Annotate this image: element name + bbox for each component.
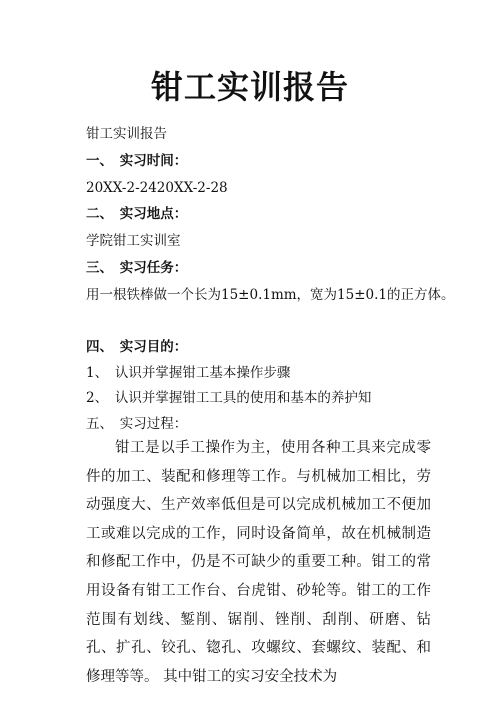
section-1-value: 20XX-2-2420XX-2-28 [86,180,228,196]
subtitle: 钳工实训报告 [86,126,167,142]
section-2-value: 学院钳工实训室 [86,233,181,249]
section-5-paragraph: 钳工是以手工操作为主，使用各种工具来完成零件的加工、装配和修理等工作。与机械加工相比，劳动强度大、生产效率低但是可以完成机械加工不便加工或难以完成的工作，同时设备简单，故在机械制造和修配工作中，仍是不可缺少的重要工种。钳工的常用设备有钳工工作台、台虎钳、砂轮等。钳工的工作范围有划线、錾削、锯削、锉削、刮削、研磨、钻孔、扩孔、铰孔、锪孔、攻螺纹、套螺纹、装配、和修理等等。 其中钳工的实习安全技术为 [86,440,431,685]
document-title: 钳工实训报告 [150,68,349,106]
section-4-heading: 四、 实习目的： [86,339,188,355]
section-5-heading: 五、 实习过程： [86,416,188,432]
section-3-value: 用一根铁棒做一个长为15±0.1mm，宽为15±0.1的正方体。 [86,287,455,303]
section-2-heading: 二、 实习地点： [86,206,188,222]
section-4-item-2: 2、 认识并掌握钳工工具的使用和基本的养护知 [86,390,372,406]
section-4-item-1: 1、 认识并掌握钳工基本操作步骤 [86,365,291,381]
section-1-heading: 一、 实习时间： [86,153,188,169]
section-3-heading: 三、 实习任务： [86,260,188,276]
